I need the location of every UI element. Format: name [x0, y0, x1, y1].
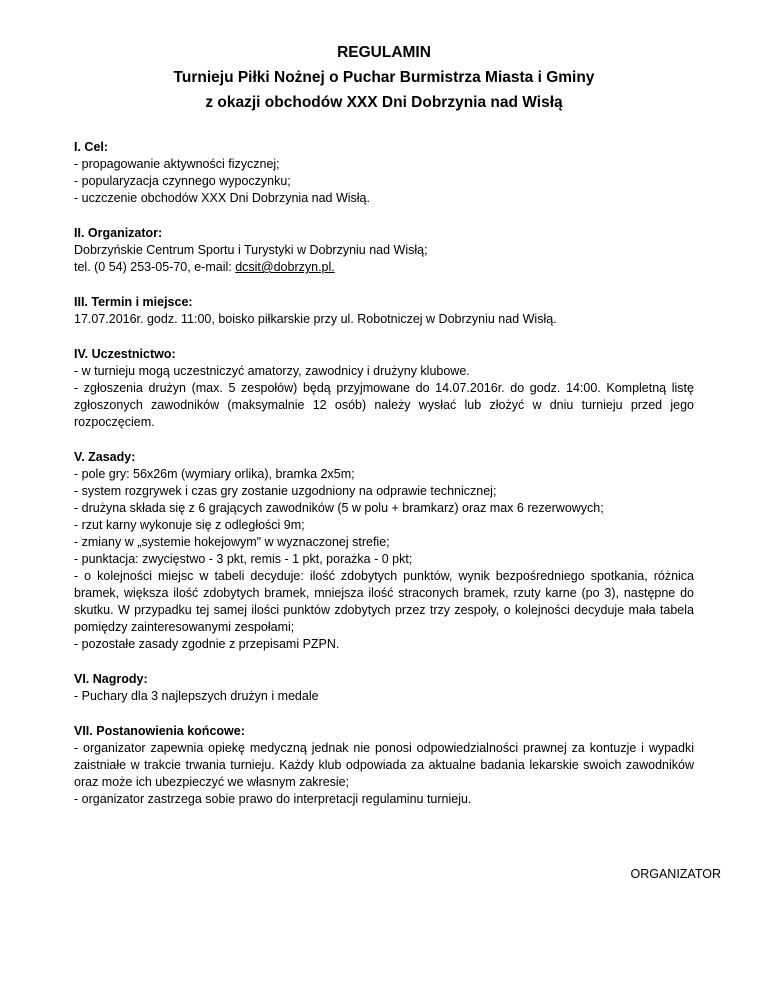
- section-goal: [74, 139, 694, 207]
- section-rules: [74, 449, 694, 653]
- list-item: - pole gry: 56x26m (wymiary orlika), bramka 2x5m;: [74, 467, 355, 481]
- section-date-place: [74, 294, 694, 328]
- organizer-name: Dobrzyńskie Centrum Sportu i Turystyki w Dobrzyniu nad Wisłą;: [74, 243, 428, 257]
- document-title: [74, 40, 694, 115]
- list-item: - Puchary dla 3 najlepszych drużyn i medale: [74, 689, 319, 703]
- list-item: - drużyna składa się z 6 grających zawodników (5 w polu + bramkarz) oraz max 6 rezerwowych;: [74, 501, 604, 515]
- section-heading: III. Termin i miejsce:: [74, 295, 193, 309]
- list-item: - popularyzacja czynnego wypoczynku;: [74, 174, 291, 188]
- list-item: - pozostałe zasady zgodnie z przepisami PZPN.: [74, 637, 340, 651]
- section-organizer: [74, 225, 694, 276]
- title-line-2: Turnieju Piłki Nożnej o Puchar Burmistrza Miasta i Gminy: [173, 69, 595, 86]
- list-item: - zmiany w „systemie hokejowym" w wyznaczonej strefie;: [74, 535, 390, 549]
- list-item: - punktacja: zwycięstwo - 3 pkt, remis - 1 pkt, porażka - 0 pkt;: [74, 552, 413, 566]
- email-link[interactable]: dcsit@dobrzyn.pl.: [235, 260, 335, 274]
- section-prizes: [74, 671, 694, 705]
- title-line-1: REGULAMIN: [337, 44, 431, 61]
- list-item: - zgłoszenia drużyn (max. 5 zespołów) będą przyjmowane do 14.07.2016r. do godz. 14:00. Kompletną listę zgłoszonych zawodników (maksymalnie 12 osób) należy wysłać lub złożyć w dniu turnieju przed jego rozpoczęciem.: [74, 381, 694, 429]
- list-item: 17.07.2016r. godz. 11:00, boisko piłkarskie przy ul. Robotniczej w Dobrzyniu nad Wisłą.: [74, 312, 557, 326]
- list-item: - organizator zapewnia opiekę medyczną jednak nie ponosi odpowiedzialności prawnej za kontuzje i wypadki zaistniałe w trakcie trwania turnieju. Każdy klub odpowiada za aktualne badania lekarskie swoich zawodników oraz może ich ubezpieczyć we własnym zakresie;: [74, 741, 694, 789]
- section-heading: IV. Uczestnictwo:: [74, 347, 176, 361]
- list-item: - propagowanie aktywności fizycznej;: [74, 157, 280, 171]
- contact-prefix: tel. (0 54) 253-05-70, e-mail:: [74, 260, 236, 274]
- section-heading: II. Organizator:: [74, 226, 163, 240]
- signature: ORGANIZATOR: [630, 867, 721, 881]
- list-item: - w turnieju mogą uczestniczyć amatorzy, zawodnicy i drużyny klubowe.: [74, 364, 470, 378]
- section-heading: V. Zasady:: [74, 450, 136, 464]
- list-item: - uczczenie obchodów XXX Dni Dobrzynia nad Wisłą.: [74, 191, 370, 205]
- list-item: - o kolejności miejsc w tabeli decyduje: ilość zdobytych punktów, wynik bezpośredniego spotkania, różnica bramek, większa ilość zdobytych bramek, mniejsza ilość straconych bramek, rzuty karne (po 3), następne do skutku. W przypadku tej samej ilości punktów zdobytych przez trzy zespoły, o kolejności decyduje mała tabela pomiędzy zainteresowanymi zespołami;: [74, 569, 694, 634]
- title-line-3: z okazji obchodów XXX Dni Dobrzynia nad Wisłą: [205, 94, 563, 111]
- section-participation: [74, 346, 694, 431]
- list-item: - organizator zastrzega sobie prawo do interpretacji regulaminu turnieju.: [74, 792, 472, 806]
- organizer-contact: [74, 259, 694, 276]
- list-item: - system rozgrywek i czas gry zostanie uzgodniony na odprawie technicznej;: [74, 484, 497, 498]
- section-final-provisions: [74, 723, 694, 808]
- section-heading: VII. Postanowienia końcowe:: [74, 724, 245, 738]
- list-item: - rzut karny wykonuje się z odległości 9m;: [74, 518, 305, 532]
- section-heading: I. Cel:: [74, 140, 109, 154]
- section-heading: VI. Nagrody:: [74, 672, 148, 686]
